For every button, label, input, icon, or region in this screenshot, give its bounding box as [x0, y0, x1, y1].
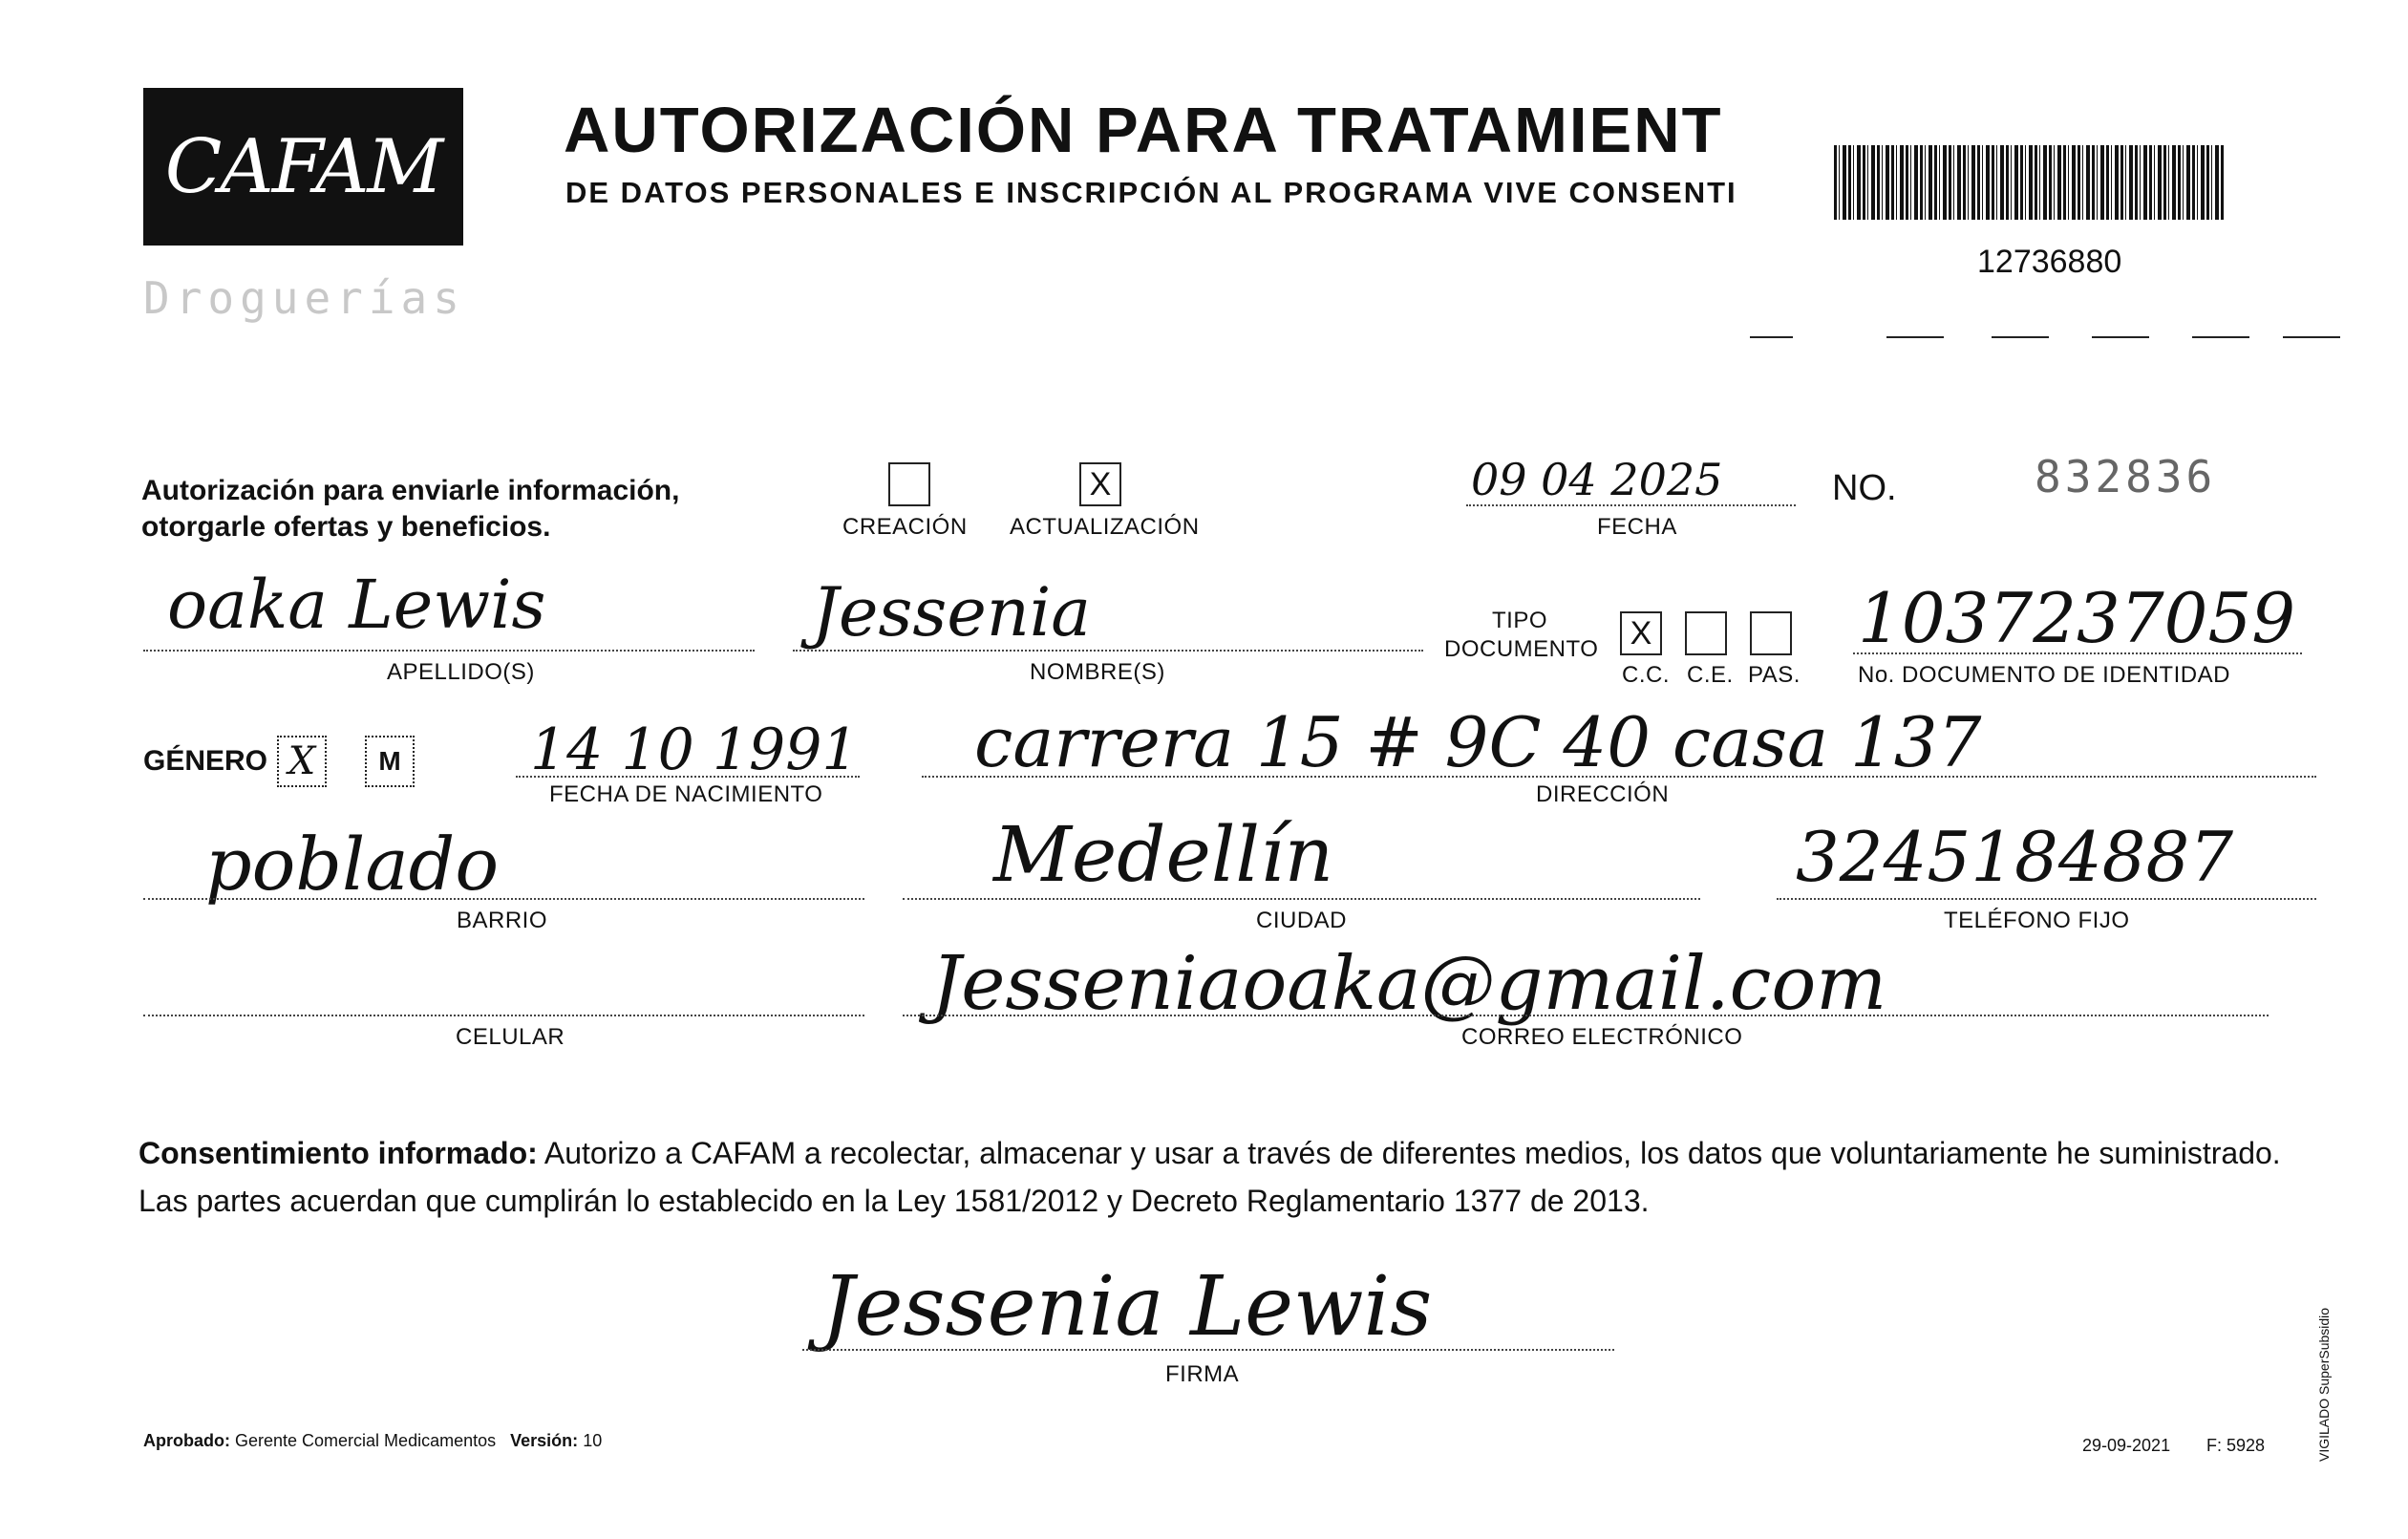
apellidos-line — [143, 650, 755, 652]
fecha-line — [1466, 504, 1796, 506]
telefono-field[interactable]: 3245184887 — [1796, 817, 2234, 897]
documento-line — [1853, 652, 2302, 654]
divider — [1750, 336, 1793, 338]
nombres-field[interactable]: Jessenia — [812, 573, 1091, 652]
tipo-pas-checkbox[interactable] — [1750, 611, 1792, 655]
consent-text — [139, 1129, 2316, 1225]
barcode-number: 12736880 — [1977, 244, 2122, 280]
divider — [2283, 336, 2340, 338]
footer-date: 29-09-2021 — [2082, 1436, 2171, 1455]
documento-field[interactable]: 1037237059 — [1858, 578, 2296, 658]
creacion-checkbox[interactable] — [888, 462, 930, 506]
ciudad-line — [903, 898, 1700, 900]
genero-label: GÉNERO — [143, 745, 268, 777]
celular-label: CELULAR — [456, 1024, 565, 1050]
correo-field[interactable]: Jesseniaoaka@gmail.com — [931, 941, 1887, 1027]
consent-line-2: Las partes acuerdan que cumplirán lo establecido en la Ley 1581/2012 y Decreto Reglamentario 1377 de 2013. — [139, 1184, 1650, 1218]
form-subtitle: DE DATOS PERSONALES E INSCRIPCIÓN AL PROGRAMA VIVE CONSENTI — [565, 176, 1737, 209]
nombres-label: NOMBRE(S) — [1030, 659, 1165, 685]
genero-m-checkbox[interactable]: M — [365, 736, 415, 787]
actualizacion-label: ACTUALIZACIÓN — [1010, 514, 1200, 540]
signature-field[interactable]: Jessenia Lewis — [821, 1259, 1433, 1355]
footer-approval: Aprobado: Gerente Comercial Medicamentos Versión: 10 — [143, 1431, 603, 1450]
telefono-line — [1777, 898, 2316, 900]
tipo-pas-label: PAS. — [1748, 662, 1801, 688]
barcode — [1834, 145, 2226, 220]
authorization-text: Autorización para enviarle información, otorgarle ofertas y beneficios. — [141, 475, 680, 543]
form-title: AUTORIZACIÓN PARA TRATAMIENT — [564, 95, 1723, 166]
logo-subtitle: Droguerías — [143, 272, 465, 324]
fecha-nacimiento-line — [516, 776, 860, 778]
fecha-nacimiento-field[interactable]: 14 10 1991 — [530, 716, 859, 783]
fecha-label: FECHA — [1597, 514, 1677, 540]
ciudad-field[interactable]: Medellín — [993, 810, 1334, 899]
divider — [2192, 336, 2249, 338]
divider — [2092, 336, 2149, 338]
direccion-label: DIRECCIÓN — [1536, 781, 1670, 807]
footer-form-code: F: 5928 — [2206, 1436, 2266, 1455]
form-number: 832836 — [2035, 451, 2217, 502]
no-label: NO. — [1832, 468, 1897, 508]
supervision-vertical-text: VIGILADO SuperSubsidio — [2316, 1307, 2332, 1462]
tipo-doc-label-2: DOCUMENTO — [1444, 636, 1599, 662]
tipo-cc-label: C.C. — [1622, 662, 1670, 688]
divider — [1886, 336, 1944, 338]
tipo-doc-label-1: TIPO — [1492, 608, 1548, 633]
documento-label: No. DOCUMENTO DE IDENTIDAD — [1858, 662, 2230, 688]
consent-line-1: Consentimiento informado: Autorizo a CAFAM a recolectar, almacenar y usar a través de diferentes medios, los datos que voluntariamente he suministrado. — [139, 1136, 2281, 1170]
signature-line — [802, 1349, 1614, 1351]
divider — [1992, 336, 2049, 338]
barrio-field[interactable]: poblado — [205, 822, 500, 907]
celular-line — [143, 1015, 864, 1016]
tipo-cc-checkbox[interactable]: X — [1620, 611, 1662, 655]
apellidos-field[interactable]: oaka Lewis — [167, 566, 546, 644]
apellidos-label: APELLIDO(S) — [387, 659, 535, 685]
logo-brand: CAFAM — [164, 123, 442, 210]
fecha-nacimiento-label: FECHA DE NACIMIENTO — [549, 781, 823, 807]
fecha-field[interactable]: 09 04 2025 — [1471, 454, 1723, 505]
telefono-label: TELÉFONO FIJO — [1944, 908, 2130, 933]
barrio-label: BARRIO — [457, 908, 548, 933]
creacion-label: CREACIÓN — [842, 514, 968, 540]
tipo-ce-checkbox[interactable] — [1685, 611, 1727, 655]
barrio-line — [143, 898, 864, 900]
correo-line — [903, 1015, 2269, 1016]
direccion-line — [922, 776, 2316, 778]
genero-f-checkbox[interactable]: X — [277, 736, 327, 787]
direccion-field[interactable]: carrera 15 # 9C 40 casa 137 — [974, 702, 1982, 782]
tipo-ce-label: C.E. — [1687, 662, 1734, 688]
signature-label: FIRMA — [1165, 1361, 1240, 1387]
cafam-logo — [143, 88, 463, 246]
ciudad-label: CIUDAD — [1256, 908, 1348, 933]
correo-label: CORREO ELECTRÓNICO — [1461, 1024, 1743, 1050]
nombres-line — [793, 650, 1423, 652]
actualizacion-checkbox[interactable]: X — [1079, 462, 1121, 506]
